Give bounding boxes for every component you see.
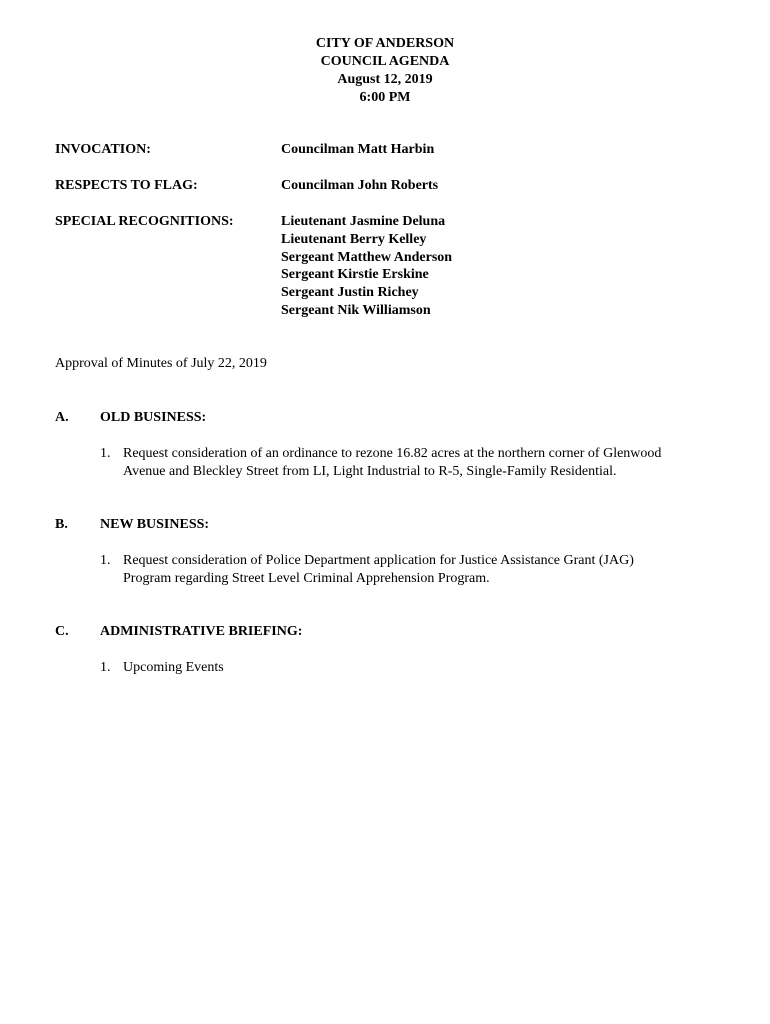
recognitions-label: SPECIAL RECOGNITIONS: xyxy=(55,214,234,229)
section-c-letter: C. xyxy=(55,624,69,639)
section-a-letter: A. xyxy=(55,410,69,425)
flag-value: Councilman John Roberts xyxy=(281,178,439,193)
document-title: COUNCIL AGENDA xyxy=(320,54,450,69)
recognition-name: Sergeant Nik Williamson xyxy=(281,302,431,318)
item-number: 1. xyxy=(100,446,111,461)
item-text-line: Upcoming Events xyxy=(123,660,224,675)
item-text-line: Program regarding Street Level Criminal Apprehension Program. xyxy=(123,571,490,586)
section-c-title: ADMINISTRATIVE BRIEFING: xyxy=(100,624,303,639)
meeting-date: August 12, 2019 xyxy=(337,72,433,87)
recognitions-list xyxy=(281,213,452,320)
minutes-approval: Approval of Minutes of July 22, 2019 xyxy=(55,356,267,371)
recognition-name: Sergeant Kirstie Erskine xyxy=(281,267,429,283)
invocation-value: Councilman Matt Harbin xyxy=(281,142,435,157)
agenda-header xyxy=(0,35,770,107)
meeting-time: 6:00 PM xyxy=(359,90,411,105)
section-a-title: OLD BUSINESS: xyxy=(100,410,207,425)
section-b-item xyxy=(100,552,720,588)
item-text-line: Avenue and Bleckley Street from LI, Light Industrial to R-5, Single-Family Residential. xyxy=(123,464,617,479)
item-number: 1. xyxy=(100,660,111,675)
section-b-letter: B. xyxy=(55,517,68,532)
item-text-line: Request consideration of an ordinance to rezone 16.82 acres at the northern corner of Glenwood xyxy=(123,446,662,461)
item-text-line: Request consideration of Police Department application for Justice Assistance Grant (JAG) xyxy=(123,553,634,568)
section-b-title: NEW BUSINESS: xyxy=(100,517,210,532)
section-a-item xyxy=(100,445,720,481)
invocation-label: INVOCATION: xyxy=(55,142,151,157)
recognition-name: Lieutenant Jasmine Deluna xyxy=(281,214,446,229)
flag-label: RESPECTS TO FLAG: xyxy=(55,178,198,193)
city-name: CITY OF ANDERSON xyxy=(315,36,455,51)
recognition-name: Sergeant Matthew Anderson xyxy=(281,249,453,265)
item-number: 1. xyxy=(100,553,111,568)
section-c-item xyxy=(100,659,720,677)
recognition-name: Sergeant Justin Richey xyxy=(281,285,419,301)
recognition-name: Lieutenant Berry Kelley xyxy=(281,231,427,247)
